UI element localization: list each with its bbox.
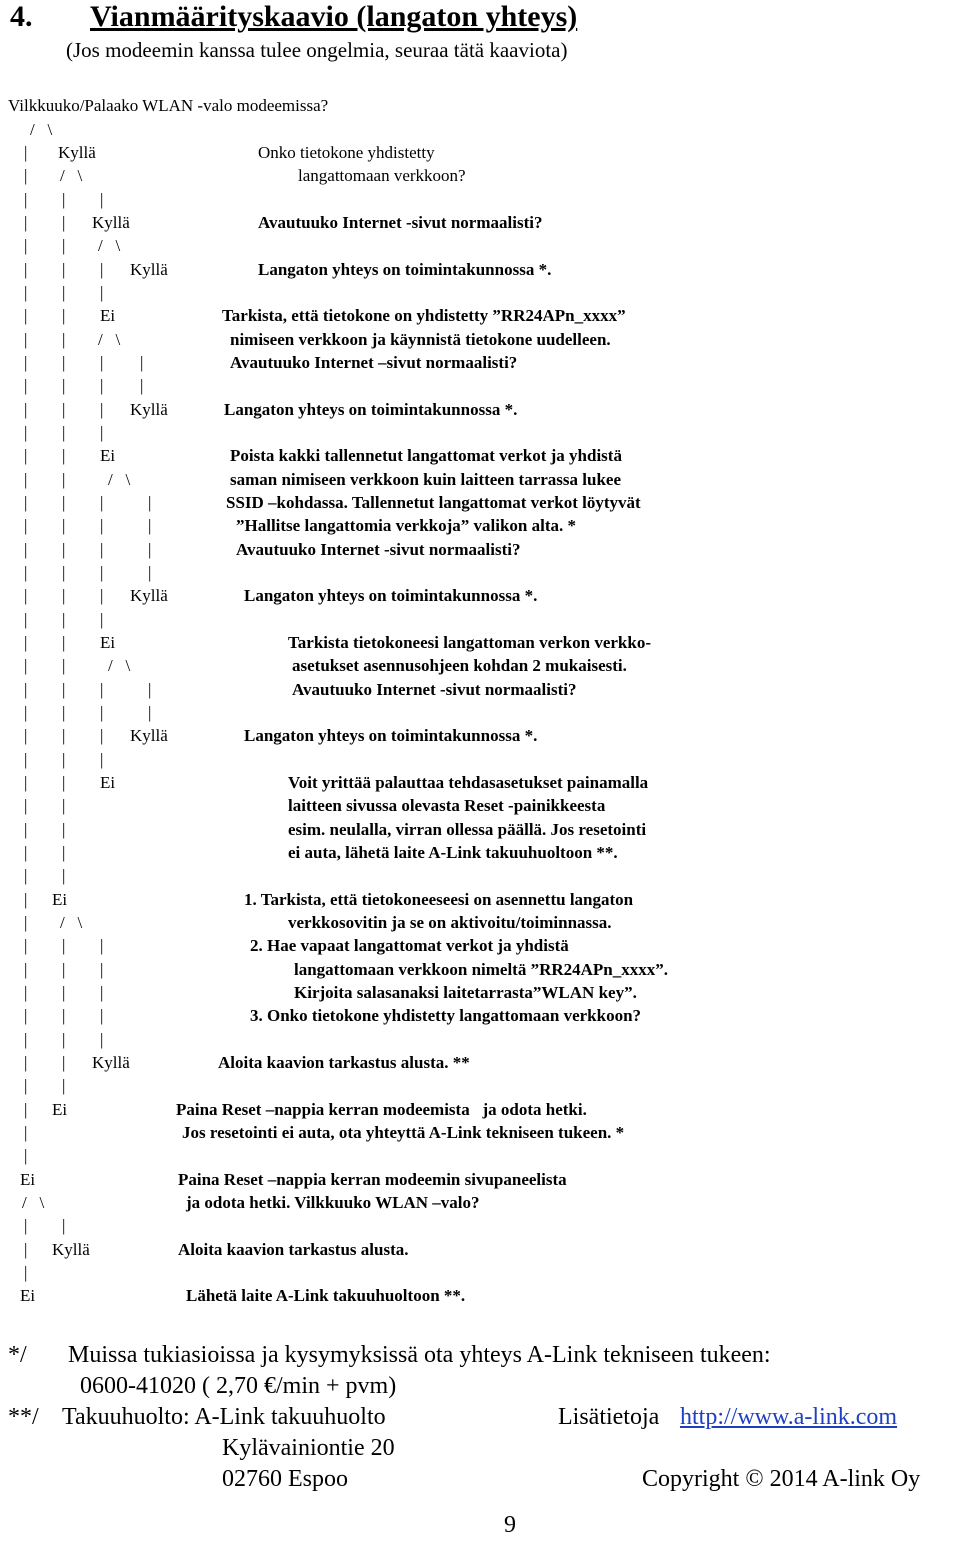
- tree-pipe: |: [24, 586, 28, 605]
- tree-pipe: |: [62, 470, 66, 489]
- tree-pipe: |: [62, 1053, 66, 1072]
- tree-pipe: |: [148, 563, 152, 582]
- tree-pipe: |: [62, 726, 66, 745]
- tree-pipe: |: [100, 586, 104, 605]
- tree-pipe: |: [100, 283, 104, 302]
- answer-no: Ei: [52, 890, 68, 909]
- support-footnote-mark: */: [8, 1342, 27, 1368]
- step-factory-3: esim. neulalla, virran ollessa päällä. Jos resetointi: [288, 820, 647, 839]
- answer-no: Ei: [100, 306, 116, 325]
- answer-yes: Kyllä: [130, 586, 168, 605]
- tree-pipe: |: [24, 1146, 28, 1165]
- tree-pipe: |: [24, 493, 28, 512]
- tree-pipe: |: [148, 680, 152, 699]
- tree-pipe: |: [100, 960, 104, 979]
- step-adapter-6: 3. Onko tietokone yhdistetty langattomaan verkkoon?: [250, 1006, 642, 1025]
- tree-pipe: |: [62, 376, 66, 395]
- tree-pipe: |: [24, 1100, 28, 1119]
- tree-pipe: |: [62, 1006, 66, 1025]
- answer-yes: Kyllä: [130, 726, 168, 745]
- step-adapter-5: Kirjoita salasanaksi laitetarrasta”WLAN key”.: [294, 983, 637, 1002]
- tree-pipe: |: [24, 960, 28, 979]
- tree-pipe: |: [24, 1006, 28, 1025]
- answer-no: Ei: [100, 446, 116, 465]
- more-info-label: Lisätietoja: [558, 1404, 660, 1430]
- tree-pipe: |: [24, 936, 28, 955]
- tree-pipe: |: [24, 260, 28, 279]
- tree-pipe: |: [62, 493, 66, 512]
- tree-pipe: |: [62, 680, 66, 699]
- tree-pipe: |: [24, 190, 28, 209]
- step-check-ssid-2: nimiseen verkkoon ja käynnistä tietokone uudelleen.: [230, 330, 611, 349]
- question-internet-d: Avautuuko Internet -sivut normaalisti?: [292, 680, 577, 699]
- tree-pipe: |: [62, 750, 66, 769]
- tree-pipe: |: [100, 680, 104, 699]
- answer-yes: Kyllä: [52, 1240, 90, 1259]
- step-delete-3: SSID –kohdassa. Tallennetut langattomat verkot löytyvät: [226, 493, 641, 512]
- fork: / \: [60, 166, 83, 185]
- tree-pipe: |: [100, 563, 104, 582]
- question-internet-c: Avautuuko Internet -sivut normaalisti?: [236, 540, 521, 559]
- step-factory-4: ei auta, lähetä laite A-Link takuuhuoltoon **.: [288, 843, 618, 862]
- question-internet-a: Avautuuko Internet -sivut normaalisti?: [258, 213, 543, 232]
- tree-pipe: |: [100, 540, 104, 559]
- tree-pipe: |: [100, 423, 104, 442]
- tree-pipe: |: [24, 726, 28, 745]
- tree-pipe: |: [62, 960, 66, 979]
- tree-pipe: |: [24, 143, 28, 162]
- tree-pipe: |: [100, 703, 104, 722]
- step-side-reset-2: ja odota hetki. Vilkkuuko WLAN –valo?: [186, 1193, 480, 1212]
- tree-pipe: |: [148, 493, 152, 512]
- warranty-footnote-mark: **/: [8, 1404, 39, 1430]
- tree-pipe: |: [100, 983, 104, 1002]
- tree-pipe: |: [100, 726, 104, 745]
- answer-yes: Kyllä: [92, 1053, 130, 1072]
- step-adapter-1: 1. Tarkista, että tietokoneeseesi on asennettu langaton: [244, 890, 634, 909]
- answer-no: Ei: [20, 1170, 36, 1189]
- fork: / \: [98, 236, 121, 255]
- page-number: 9: [504, 1512, 516, 1538]
- step-factory-1: Voit yrittää palauttaa tehdasasetukset painamalla: [288, 773, 649, 792]
- question-internet-b: Avautuuko Internet –sivut normaalisti?: [230, 353, 518, 372]
- step-delete-2: saman nimiseen verkkoon kuin laitteen tarrassa lukee: [230, 470, 622, 489]
- tree-pipe: |: [62, 260, 66, 279]
- tree-pipe: |: [62, 213, 66, 232]
- tree-pipe: |: [148, 540, 152, 559]
- tree-pipe: |: [100, 353, 104, 372]
- answer-no: Ei: [52, 1100, 68, 1119]
- copyright: Copyright © 2014 A-link Oy: [642, 1466, 921, 1492]
- tree-pipe: |: [148, 516, 152, 535]
- tree-pipe: |: [24, 470, 28, 489]
- tree-pipe: |: [24, 1240, 28, 1259]
- tree-pipe: |: [62, 820, 66, 839]
- tree-pipe: |: [100, 190, 104, 209]
- tree-pipe: |: [24, 213, 28, 232]
- tree-pipe: |: [24, 283, 28, 302]
- tree-pipe: |: [24, 1263, 28, 1282]
- answer-no: Ei: [20, 1286, 36, 1305]
- step-send-warranty: Lähetä laite A-Link takuuhuoltoon **.: [186, 1286, 466, 1305]
- tree-pipe: |: [62, 563, 66, 582]
- tree-pipe: |: [24, 890, 28, 909]
- step-side-reset-1: Paina Reset –nappia kerran modeemin sivupaneelista: [178, 1170, 567, 1189]
- tree-pipe: |: [24, 983, 28, 1002]
- tree-pipe: |: [24, 750, 28, 769]
- tree-pipe: |: [24, 773, 28, 792]
- tree-pipe: |: [24, 166, 28, 185]
- tree-pipe: |: [140, 353, 144, 372]
- fork: / \: [22, 1193, 45, 1212]
- step-adapter-4: langattomaan verkkoon nimeltä ”RR24APn_xxxx”.: [294, 960, 669, 979]
- tree-pipe: |: [62, 796, 66, 815]
- step-delete-1: Poista kakki tallennetut langattomat verkot ja yhdistä: [230, 446, 622, 465]
- tree-pipe: |: [100, 516, 104, 535]
- tree-pipe: |: [24, 1076, 28, 1095]
- step-check-ssid-1: Tarkista, että tietokone on yhdistetty ”RR24APn_xxxx”: [222, 306, 626, 325]
- tree-pipe: |: [24, 563, 28, 582]
- tree-pipe: |: [62, 656, 66, 675]
- tree-pipe: |: [100, 936, 104, 955]
- step-reset-2: Jos resetointi ei auta, ota yhteyttä A-Link tekniseen tukeen. *: [182, 1123, 625, 1142]
- question-connected-1: Onko tietokone yhdistetty: [258, 143, 435, 162]
- tree-pipe: |: [100, 1030, 104, 1049]
- tree-pipe: |: [62, 843, 66, 862]
- tree-pipe: |: [62, 586, 66, 605]
- tree-pipe: |: [62, 446, 66, 465]
- tree-pipe: |: [62, 773, 66, 792]
- answer-yes: Kyllä: [58, 143, 96, 162]
- section-number: 4.: [10, 0, 33, 33]
- tree-pipe: |: [62, 610, 66, 629]
- step-delete-4: ”Hallitse langattomia verkkoja” valikon alta. *: [236, 516, 576, 535]
- tree-pipe: |: [24, 446, 28, 465]
- section-subtitle: (Jos modeemin kanssa tulee ongelmia, seuraa tätä kaaviota): [66, 38, 568, 62]
- tree-pipe: |: [62, 1076, 66, 1095]
- tree-pipe: |: [24, 330, 28, 349]
- step-restart-star: Aloita kaavion tarkastus alusta. **: [218, 1053, 470, 1072]
- answer-yes: Kyllä: [130, 260, 168, 279]
- result-ok-a: Langaton yhteys on toimintakunnossa *.: [258, 260, 552, 279]
- tree-pipe: |: [140, 376, 144, 395]
- tree-pipe: |: [24, 353, 28, 372]
- tree-pipe: |: [24, 376, 28, 395]
- step-adapter-2: verkkosovitin ja se on aktivoitu/toiminnassa.: [288, 913, 612, 932]
- tree-pipe: |: [24, 656, 28, 675]
- tree-pipe: |: [24, 306, 28, 325]
- step-factory-2: laitteen sivussa olevasta Reset -painikkeesta: [288, 796, 606, 815]
- result-ok-b: Langaton yhteys on toimintakunnossa *.: [224, 400, 518, 419]
- answer-no: Ei: [100, 633, 116, 652]
- fork: / \: [98, 330, 121, 349]
- tree-pipe: |: [62, 866, 66, 885]
- website-link[interactable]: http://www.a-link.com: [680, 1404, 898, 1430]
- tree-pipe: |: [24, 1216, 28, 1235]
- tree-pipe: |: [24, 516, 28, 535]
- tree-pipe: |: [24, 913, 28, 932]
- tree-pipe: |: [24, 633, 28, 652]
- step-settings-1: Tarkista tietokoneesi langattoman verkon verkko-: [288, 633, 651, 652]
- tree-pipe: |: [24, 820, 28, 839]
- fork: / \: [108, 656, 131, 675]
- step-reset-1: Paina Reset –nappia kerran modeemista ja odota hetki.: [176, 1100, 587, 1119]
- tree-pipe: |: [62, 1030, 66, 1049]
- result-ok-c: Langaton yhteys on toimintakunnossa *.: [244, 586, 538, 605]
- tree-pipe: |: [24, 680, 28, 699]
- fork: / \: [60, 913, 83, 932]
- tree-pipe: |: [24, 703, 28, 722]
- step-restart: Aloita kaavion tarkastus alusta.: [178, 1240, 409, 1259]
- tree-pipe: |: [62, 703, 66, 722]
- tree-pipe: |: [24, 843, 28, 862]
- tree-pipe: |: [62, 936, 66, 955]
- tree-pipe: |: [24, 423, 28, 442]
- result-ok-d: Langaton yhteys on toimintakunnossa *.: [244, 726, 538, 745]
- tree-pipe: |: [100, 260, 104, 279]
- tree-pipe: |: [62, 400, 66, 419]
- tree-pipe: |: [24, 796, 28, 815]
- tree-pipe: |: [62, 353, 66, 372]
- tree-pipe: |: [24, 610, 28, 629]
- section-title: Vianmäärityskaavio (langaton yhteys): [90, 0, 578, 33]
- support-footnote-text: Muissa tukiasioissa ja kysymyksissä ota yhteys A-Link tekniseen tukeen:: [68, 1342, 771, 1368]
- support-phone: 0600-41020 ( 2,70 €/min + pvm): [80, 1373, 397, 1399]
- tree-pipe: |: [100, 610, 104, 629]
- tree-pipe: |: [62, 1216, 66, 1235]
- tree-pipe: |: [24, 236, 28, 255]
- tree-pipe: |: [62, 283, 66, 302]
- fork: / \: [108, 470, 131, 489]
- tree-pipe: |: [24, 866, 28, 885]
- answer-yes: Kyllä: [92, 213, 130, 232]
- tree-pipe: |: [24, 1030, 28, 1049]
- tree-pipe: |: [62, 540, 66, 559]
- tree-pipe: |: [100, 400, 104, 419]
- fork: / \: [30, 120, 53, 139]
- tree-pipe: |: [100, 750, 104, 769]
- tree-pipe: |: [24, 1123, 28, 1142]
- address-street: Kylävainiontie 20: [222, 1435, 395, 1461]
- tree-pipe: |: [100, 376, 104, 395]
- tree-pipe: |: [24, 400, 28, 419]
- tree-pipe: |: [62, 423, 66, 442]
- step-settings-2: asetukset asennusohjeen kohdan 2 mukaisesti.: [292, 656, 627, 675]
- answer-yes: Kyllä: [130, 400, 168, 419]
- tree-pipe: |: [24, 1053, 28, 1072]
- warranty-text: Takuuhuolto: A-Link takuuhuolto: [62, 1404, 386, 1430]
- question-connected-2: langattomaan verkkoon?: [298, 166, 466, 185]
- tree-pipe: |: [62, 983, 66, 1002]
- tree-pipe: |: [62, 633, 66, 652]
- tree-pipe: |: [62, 306, 66, 325]
- address-city: 02760 Espoo: [222, 1466, 348, 1492]
- tree-pipe: |: [100, 493, 104, 512]
- answer-no: Ei: [100, 773, 116, 792]
- step-adapter-3: 2. Hae vapaat langattomat verkot ja yhdistä: [250, 936, 569, 955]
- tree-pipe: |: [148, 703, 152, 722]
- tree-pipe: |: [62, 190, 66, 209]
- tree-pipe: |: [24, 540, 28, 559]
- tree-pipe: |: [62, 236, 66, 255]
- start-question: Vilkkuuko/Palaako WLAN -valo modeemissa?: [8, 96, 329, 115]
- tree-pipe: |: [62, 330, 66, 349]
- tree-pipe: |: [100, 1006, 104, 1025]
- section-heading: [10, 0, 910, 36]
- tree-pipe: |: [62, 516, 66, 535]
